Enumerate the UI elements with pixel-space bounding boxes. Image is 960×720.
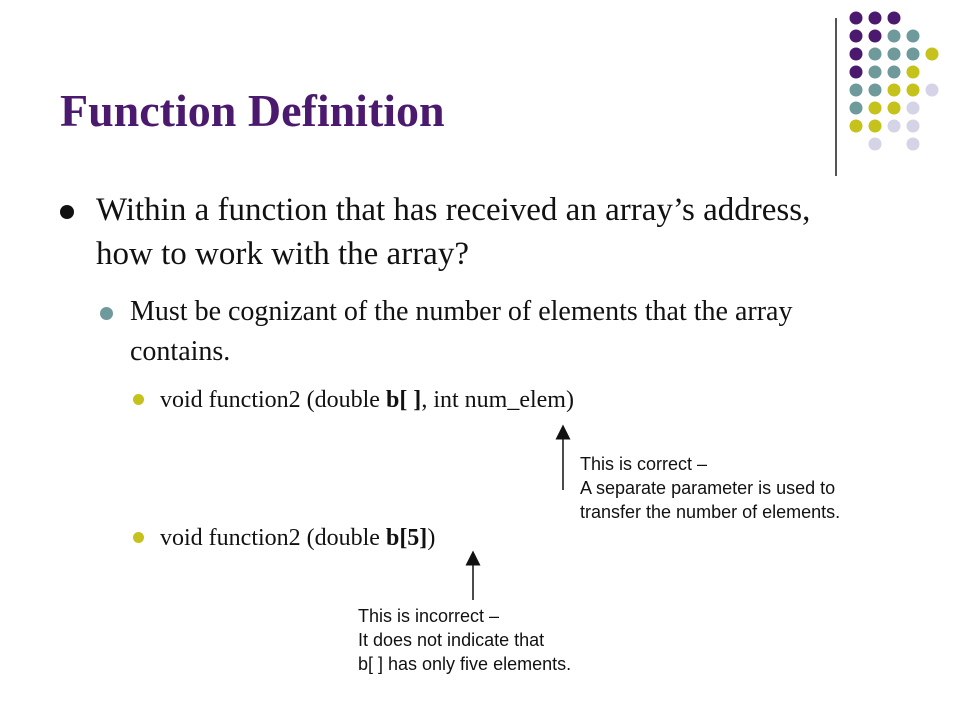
note-line: It does not indicate that bbox=[358, 630, 545, 650]
note-line: This is correct – bbox=[580, 454, 708, 474]
note-incorrect bbox=[358, 604, 571, 676]
note-line: b[ ] has only five elements. bbox=[358, 654, 572, 674]
code-suffix: , int num_elem) bbox=[421, 387, 574, 413]
bullet-level1: Within a function that has received an array’s address, how to work with the array? bbox=[96, 192, 811, 272]
bullet-level2: Must be cognizant of the number of elements that the array contains. bbox=[130, 296, 793, 367]
note-line: This is incorrect – bbox=[358, 606, 500, 626]
note-line: A separate parameter is used to bbox=[580, 478, 836, 498]
code-prefix: void function2 (double bbox=[160, 525, 386, 551]
code-suffix: ) bbox=[427, 525, 436, 551]
slide-title: Function Definition bbox=[60, 85, 445, 136]
code-param-bold: b[ ] bbox=[385, 387, 422, 413]
code-prefix: void function2 (double bbox=[160, 387, 386, 413]
code-param-bold: b[5] bbox=[385, 525, 428, 551]
note-correct bbox=[580, 452, 840, 524]
note-line: transfer the number of elements. bbox=[580, 502, 841, 522]
